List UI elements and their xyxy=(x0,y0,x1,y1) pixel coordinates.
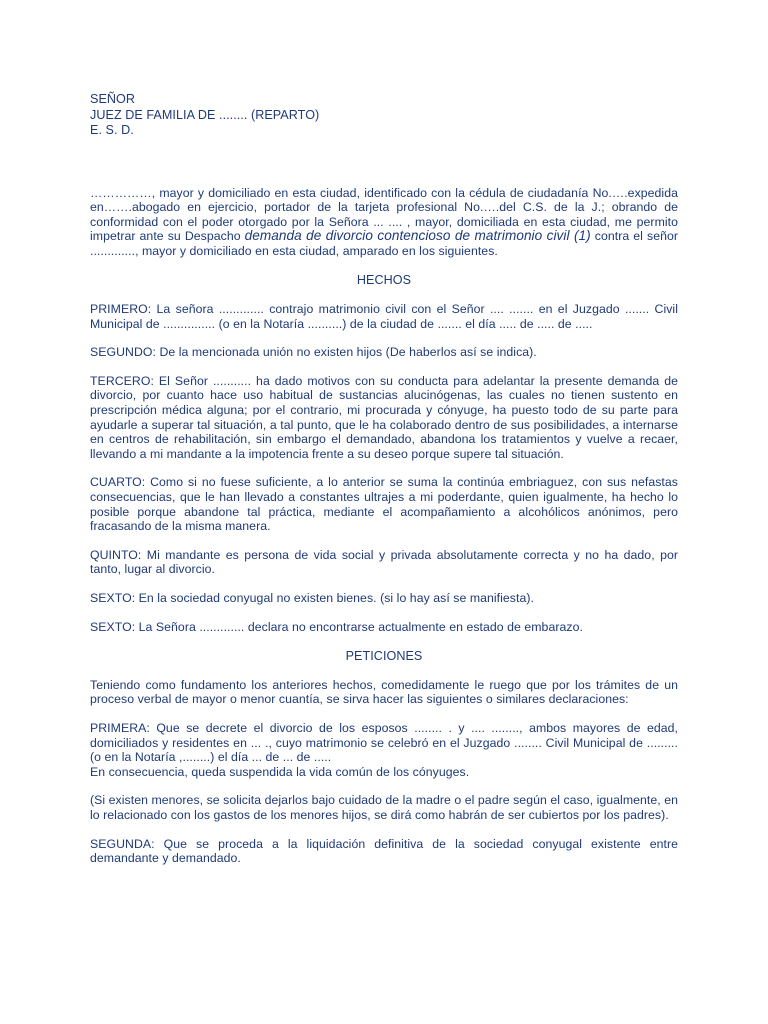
hecho-label: SEXTO: xyxy=(90,590,136,605)
hecho-sexto-2 xyxy=(90,620,678,635)
peticion-text: Que se proceda a la liquidación definitiva de la sociedad conyugal existente entre demandante y demandado. xyxy=(90,836,678,866)
hecho-text: Mi mandante es persona de vida social y privada absolutamente correcta y no ha dado, por tanto, lugar al divorcio. xyxy=(90,547,678,577)
hecho-tercero xyxy=(90,374,678,462)
addressee-block xyxy=(90,92,678,139)
addressee-line-2: JUEZ DE FAMILIA DE ........ (REPARTO) xyxy=(90,107,320,122)
addressee-line-3: E. S. D. xyxy=(90,123,134,137)
hecho-sexto xyxy=(90,591,678,606)
intro-text-1: ……………, mayor y domiciliado en esta ciudad, identificado con la cédula de ciudadanía No.….expedida en…….abogado en ejercicio, portador de la tarjeta profesional No.….del C.S. de la J.; obrando de conformidad con el poder otorgado por la Señora ... .... , mayor, domiciliada en esta ciudad, me permito impetrar ante su Despacho xyxy=(90,185,678,244)
hecho-quinto xyxy=(90,548,678,577)
peticion-label: SEGUNDA: xyxy=(90,836,155,851)
hecho-text: Como si no fuese suficiente, a lo anterior se suma la continúa embriaguez, con sus nefastas consecuencias, que le han llevado a constantes ultrajes a mi poderdante, quien igualmente, ha hecho lo posible porque abandone tal práctica, mediante el acompañamiento a alcohólicos anónimos, pero fracasando de la misma manera. xyxy=(90,475,678,534)
hecho-text: El Señor ........... ha dado motivos con su conducta para adelantar la presente demanda de divorcio, por cuanto hace uso habitual de sustancias alucinógenas, las cuales no tienen sustento en prescripción médica alguna; por el contrario, mi procurada y cónyuge, ha puesto todo de su parte para ayudarle a superar tal situación, a tal punto, que le ha colaborado dentro de sus posibilidades, a internarse en centros de rehabilitación, sin embargo el demandado, abandona los tratamientos y vuelve a recaer, llevando a mi mandante a la impotencia frente a su deseo porque supere tal situación. xyxy=(90,373,678,461)
hecho-label: SEGUNDO: xyxy=(90,345,156,360)
peticiones-intro: Teniendo como fundamento los anteriores hechos, comedidamente le ruego que por los trámites de un proceso verbal de mayor o menor cuantía, se sirva hacer las siguientes o similares declaraciones: xyxy=(90,677,678,707)
peticion-nota-menores: (Si existen menores, se solicita dejarlos bajo cuidado de la madre o el padre según el caso, igualmente, en lo relacionado con los gastos de los menores hijos, se dirá como habrán de ser cubiertos por los padres). xyxy=(90,793,678,822)
hecho-label: QUINTO: xyxy=(90,547,142,562)
peticion-primera xyxy=(90,721,678,779)
hecho-text: En la sociedad conyugal no existen bienes. (si lo hay así se manifiesta). xyxy=(135,590,534,605)
peticion-label: PRIMERA: xyxy=(90,720,150,735)
hecho-segundo xyxy=(90,345,678,360)
hecho-label: PRIMERO: xyxy=(90,302,152,317)
section-heading-hechos: HECHOS xyxy=(356,273,412,288)
peticion-primera-consecuencia: En consecuencia, queda suspendida la vida común de los cónyuges. xyxy=(90,764,470,779)
hecho-text: De la mencionada unión no existen hijos (De haberlos así se indica). xyxy=(156,345,537,360)
intro-emphasis: demanda de divorcio contencioso de matrimonio civil (1) xyxy=(244,228,591,244)
intro-text-2: contra el señor ............., mayor y domiciliado en esta ciudad, amparado en los siguientes. xyxy=(90,229,679,258)
peticion-segunda xyxy=(90,837,678,866)
document-page xyxy=(90,92,678,866)
hecho-label: TERCERO: xyxy=(90,373,154,388)
hecho-text: La señora ............. contrajo matrimonio civil con el Señor .... ....... en el Juzgado ....... Civil Municipal de ............... (o en la Notaría ..........) de la ciudad de ....... el día ..... de ..... de ..... xyxy=(90,302,678,331)
hecho-cuarto xyxy=(90,475,678,533)
hecho-primero xyxy=(90,302,678,331)
intro-paragraph xyxy=(90,186,678,259)
hecho-label: SEXTO: xyxy=(90,619,136,634)
peticion-text: Que se decrete el divorcio de los esposos ........ . y .... ........, ambos mayores de edad, domiciliados y residentes en ... ., cuyo matrimonio se celebró en el Juzgado ........ Civil Municipal de ......... (o en la Notaría ,........) el día ... de ... de ..... xyxy=(90,720,678,765)
addressee-line-1: SEÑOR xyxy=(90,92,136,106)
hecho-label: CUARTO: xyxy=(90,475,146,490)
section-heading-peticiones: PETICIONES xyxy=(345,649,423,664)
hecho-text: La Señora ............. declara no encontrarse actualmente en estado de embarazo. xyxy=(135,619,583,634)
